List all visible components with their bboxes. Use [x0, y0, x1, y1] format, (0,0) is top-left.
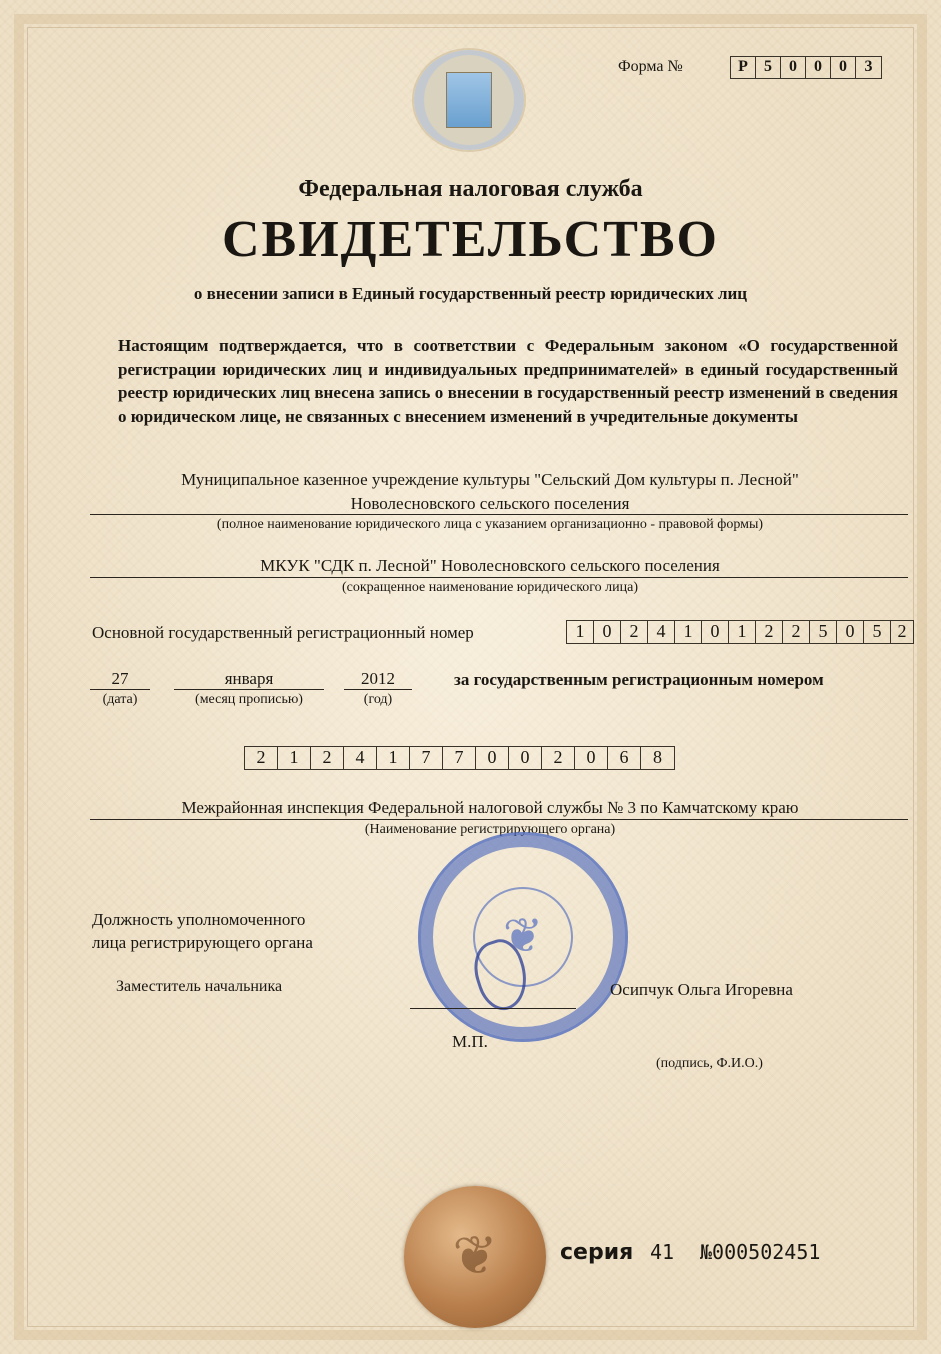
mp-label: М.П. — [452, 1032, 488, 1051]
grn-digit: 0 — [509, 747, 542, 769]
short-name-caption: (сокращенное наименование юридического лица) — [341, 580, 639, 595]
ogrn-digit: 5 — [810, 621, 837, 643]
grn-digit: 6 — [608, 747, 641, 769]
grn-digit: 7 — [410, 747, 443, 769]
document-title: СВИДЕТЕЛЬСТВО — [221, 211, 720, 268]
form-char: Р — [731, 57, 756, 78]
grn-digit: 1 — [377, 747, 410, 769]
grn-digit: 2 — [245, 747, 278, 769]
signature-caption: (подпись, Ф.И.О.) — [656, 1056, 763, 1071]
hologram-icon — [414, 50, 524, 150]
form-char: 0 — [831, 57, 856, 78]
date-day-underline — [90, 689, 150, 690]
seal-eagle-icon: ❦ — [452, 1226, 498, 1286]
gold-seal-icon — [404, 1186, 546, 1328]
short-name-value: МКУК "СДК п. Лесной" Новолесновского сельского поселения — [260, 556, 720, 575]
official-position: Заместитель начальника — [116, 978, 283, 995]
grn-digit: 7 — [443, 747, 476, 769]
ogrn-digit: 2 — [783, 621, 810, 643]
form-char: 0 — [806, 57, 831, 78]
grn-digit: 1 — [278, 747, 311, 769]
form-char: 3 — [864, 58, 873, 75]
form-number-label: Форма № — [618, 58, 683, 75]
tax-office-stamp-icon — [418, 832, 628, 1042]
official-name: Осипчук Ольга Игоревна — [610, 980, 793, 999]
authority-name: Межрайонная инспекция Федеральной налоговой службы № 3 по Камчатскому краю — [181, 798, 799, 817]
ogrn-digit: 4 — [648, 621, 675, 643]
date-month-underline — [174, 689, 324, 690]
date-day: 27 — [111, 669, 129, 688]
coat-of-arms-icon — [446, 72, 492, 128]
agency-name: Федеральная налоговая служба — [298, 176, 643, 202]
full-name-line1: Муниципальное казенное учреждение культуры "Сельский Дом культуры п. Лесной" — [181, 470, 799, 489]
date-month: января — [224, 669, 274, 688]
ogrn-digit: 0 — [837, 621, 864, 643]
official-label-line2: лица регистрирующего органа — [92, 933, 313, 952]
grn-digit: 8 — [653, 747, 662, 767]
serial-number: №000502451 — [700, 1240, 821, 1264]
ogrn-digit: 1 — [675, 621, 702, 643]
official-label-line1: Должность уполномоченного — [92, 910, 306, 929]
short-name-underline — [90, 577, 908, 578]
ogrn-digit: 2 — [756, 621, 783, 643]
ogrn-digit: 0 — [702, 621, 729, 643]
full-name-caption: (полное наименование юридического лица с указанием организационно - правовой формы) — [216, 517, 764, 532]
date-year-underline — [344, 689, 412, 690]
date-year-caption: (год) — [363, 692, 393, 707]
grn-digit: 0 — [575, 747, 608, 769]
signature-line — [410, 1008, 576, 1009]
ogrn-digit: 1 — [567, 621, 594, 643]
form-number-boxes — [730, 56, 882, 79]
date-month-caption: (месяц прописью) — [195, 692, 303, 707]
form-char: 5 — [756, 57, 781, 78]
grn-digit: 0 — [476, 747, 509, 769]
grn-digit: 2 — [542, 747, 575, 769]
grn-digit: 2 — [311, 747, 344, 769]
form-char: 0 — [781, 57, 806, 78]
date-day-caption: (дата) — [102, 692, 138, 707]
confirmation-paragraph: Настоящим подтверждается, что в соответствии с Федеральным законом «О государственной регистрации юридических лиц и индивидуальных предпринимателей» в единый государственный реестр юридических лиц внесена запись о внесении в государственный реестр изменений в сведения о юридическом лице, не связанных с внесением изменений в учредительные документы — [118, 336, 898, 426]
date-year: 2012 — [361, 669, 395, 688]
grn-boxes — [244, 746, 675, 770]
ogrn-digit: 2 — [621, 621, 648, 643]
series-label: серия — [560, 1240, 634, 1265]
full-name-line2: Новолесновского сельского поселения — [350, 494, 630, 513]
ogrn-boxes — [566, 620, 914, 644]
eagle-icon: ❦ — [502, 910, 544, 963]
authority-caption: (Наименование регистрирующего органа) — [364, 822, 616, 837]
document-subtitle: о внесении записи в Единый государственный реестр юридических лиц — [193, 284, 748, 303]
ogrn-digit: 2 — [897, 621, 907, 641]
ogrn-digit: 5 — [864, 621, 891, 643]
grn-digit: 4 — [344, 747, 377, 769]
ogrn-digit: 0 — [594, 621, 621, 643]
ogrn-label: Основной государственный регистрационный номер — [92, 623, 474, 642]
authority-underline — [90, 819, 908, 820]
full-name-underline — [90, 514, 908, 515]
series-number: 41 — [650, 1240, 675, 1264]
ogrn-digit: 1 — [729, 621, 756, 643]
grn-intro-text: за государственным регистрационным номером — [454, 670, 824, 689]
